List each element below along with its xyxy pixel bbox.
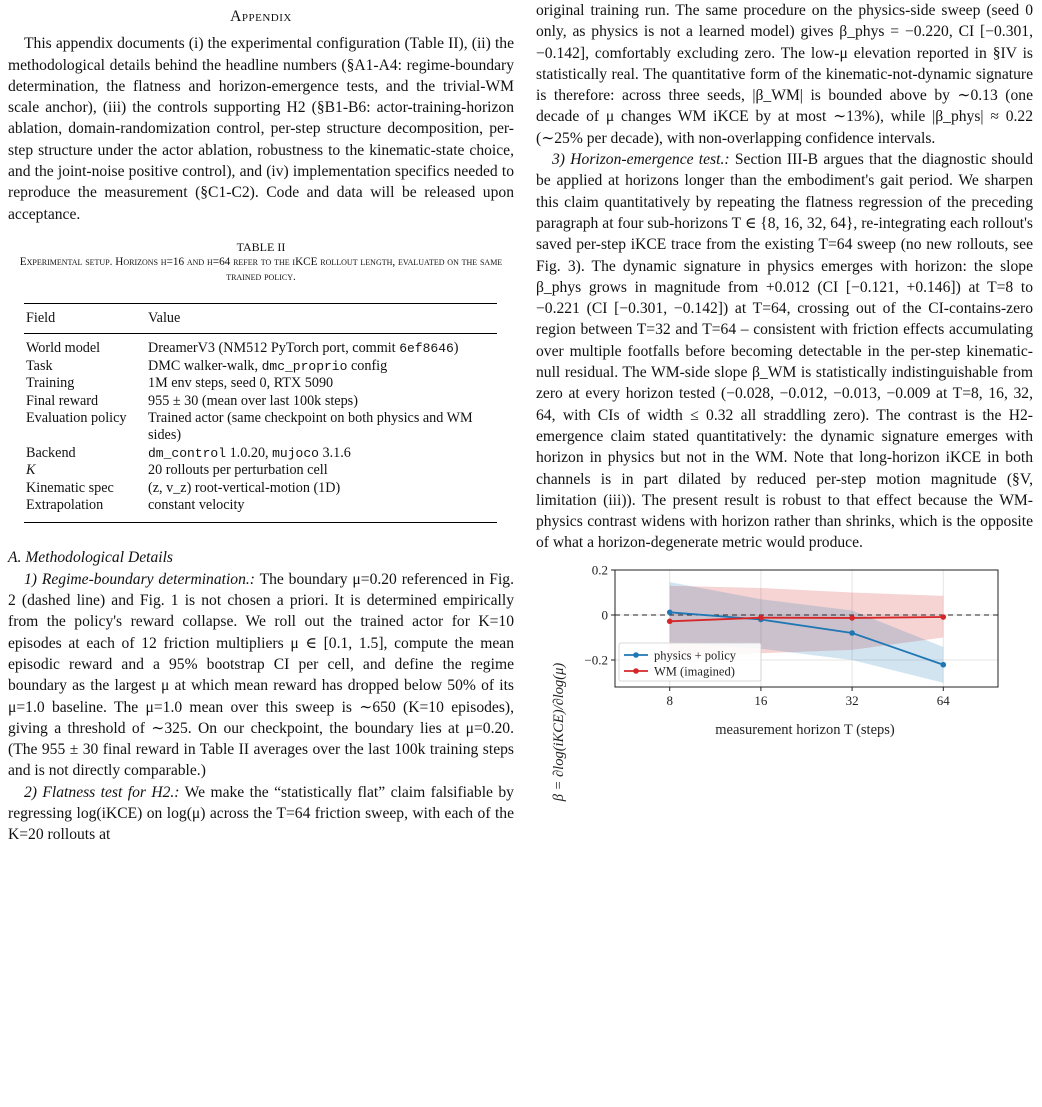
left-column: [8, 0, 514, 846]
table-cell-value: DreamerV3 (NM512 PyTorch port, commit 6ef8646): [148, 340, 459, 357]
table-cell-value: (z, v_z) root-vertical-motion (1D): [148, 479, 341, 496]
table-cell-value: 1M env steps, seed 0, RTX 5090: [148, 375, 334, 392]
chart-svg: [536, 562, 1033, 1102]
table-cell-field: Task: [26, 357, 53, 374]
x-axis-label: measurement horizon T (steps): [715, 722, 895, 738]
appendix-title: Appendix: [230, 8, 292, 25]
paragraph-flatness-continued: original training run. The same procedure on the physics-side sweep (seed 0 only, as physics is not a learned model) gives β_phys = −0.220, CI [−0.301, −0.142], comfortably excluding zero. The low-μ elevation reported in §IV is statistically real. The quantitative form of the kinematic-not-dynamic signature is therefore: across three seeds, |β_WM| is bounded above by ∼0.13 (one decade of μ changes WM iKCE by at most ∼13%), while |β_phys| ≈ 0.22 (∼25% per decade), with non-overlapping confidence intervals.: [536, 2, 1033, 147]
table-row: [24, 375, 497, 392]
y-axis-label: β = ∂log(iKCE)/∂log(μ): [551, 662, 567, 802]
x-tick-label: 16: [754, 693, 768, 708]
table-cell-field: Final reward: [26, 392, 99, 409]
table-cell-field: Kinematic spec: [26, 479, 114, 496]
paragraph-horizon-emergence: 3) Horizon-emergence test.: Section III-B argues that the diagnostic should be applied at horizons longer than the embodiment's gait period. We sharpen this claim quantitatively by repeating the flatness regression of the preceding paragraph at four sub-horizons T ∈ {8, 16, 32, 64}, re-integrating each rollout's saved per-step iKCE trace from the existing T=64 sweep (no new rollouts, see Fig. 3). The dynamic signature in physics emerges with horizon: the slope β_phys grows in magnitude from +0.012 (CI [−0.121, +0.146]) at T=8 to −0.221 (CI [−0.301, −0.142]) at T=64, crossing out of the CI-contains-zero region between T=32 and T=64 – consistent with friction effects accumulating over multiple footfalls before becoming detectable in the per-step kinematic-null residual. The WM-side slope β_WM is statistically indistinguishable from zero at every horizon tested (−0.028, −0.012, −0.013, −0.009 at T=8, 16, 32, 64, with CIs of width ≤ 0.32 all straddling zero). The contrast is the H2-emergence claim stated quantitatively: the dynamic signature emerges with horizon in physics but not in the WM. Note that long-horizon iKCE in both channels is in part dilated by reduced per-step motion magnitude (§V, limitation (iii)). The present result is robust to that effect because the WM-physics contrast widens with horizon rather than shrinks, which is the opposite of what a horizon-degenerate metric would produce.: [536, 151, 1033, 552]
right-column: [536, 0, 1033, 554]
table-row: [24, 358, 497, 375]
data-point: [667, 610, 673, 616]
data-point: [940, 614, 946, 620]
paragraph-flatness-test: 2) Flatness test for H2.: We make the “statistically flat” claim falsifiable by regressing log(iKCE) on log(μ) across the T=64 friction sweep, with each of the K=20 rollouts at: [8, 783, 514, 844]
paragraph-regime-boundary: 1) Regime-boundary determination.: The boundary μ=0.20 referenced in Fig. 2 (dashed line) and Fig. 1 is not chosen a priori. It is determined empirically from the policy's reward collapse. We roll out the trained actor for K=10 episodes at each of 12 friction multipliers μ ∈ [0.1, 1.5], compute the mean episodic reward and a 95% bootstrap CI per cell, and define the regime boundary as the largest μ at which mean reward has dropped below 50% of its μ=1.0 baseline. The μ=1.0 mean over this sweep is ∼650 (K=10 episodes), giving a threshold of ∼325. On our checkpoint, the boundary lies at μ=0.20. (The 955 ± 30 final reward in Table II averages over the last 100k training steps and is not directly comparable.): [8, 570, 515, 780]
table-cell-field: Backend: [26, 444, 76, 461]
table-row: [24, 445, 497, 462]
table-cell-field: World model: [26, 340, 101, 357]
section-a-title: A. Methodological Details: [8, 549, 174, 567]
table-row: [24, 410, 497, 445]
data-point: [849, 615, 855, 621]
y-tick-label: 0: [601, 607, 608, 623]
legend-swatch-marker: [633, 652, 639, 658]
horizon-chart: [536, 562, 1033, 1102]
y-tick-label: −0.2: [584, 652, 608, 668]
table-label: TABLE II: [236, 239, 286, 254]
table-cell-field: Training: [26, 375, 75, 392]
table-cell-field: Extrapolation: [24, 497, 146, 523]
table-cell-field: Evaluation policy: [26, 410, 127, 426]
table-cell-value: 955 ± 30 (mean over last 100k steps): [148, 392, 358, 409]
x-tick-label: 8: [666, 693, 673, 708]
setup-table: [24, 303, 497, 523]
legend-swatch-marker: [633, 668, 639, 674]
x-tick-label: 64: [936, 693, 950, 708]
table-cell-value: 20 rollouts per perturbation cell: [148, 462, 328, 479]
data-point: [758, 615, 764, 621]
table-cell-value: DMC walker-walk, dmc_proprio config: [148, 357, 388, 374]
table-cell-field: K: [26, 462, 36, 479]
table-row: [24, 462, 497, 479]
legend-label: physics + policy: [654, 648, 737, 663]
table-row: [24, 393, 497, 410]
data-point: [849, 630, 855, 636]
table-header-field: Field: [24, 303, 146, 333]
table-row: [24, 480, 497, 497]
table-cell-value: dm_control 1.0.20, mujoco 3.1.6: [148, 444, 351, 461]
legend-label: WM (imagined): [654, 664, 735, 679]
table-header-value: Value: [146, 303, 497, 333]
table-row: [24, 497, 497, 523]
table-row: [24, 334, 497, 358]
table-cell-value: Trained actor (same checkpoint on both physics and WM sides): [148, 410, 473, 444]
table-cell-value: constant velocity: [146, 497, 497, 523]
data-point: [940, 662, 946, 668]
data-point: [667, 619, 673, 625]
x-tick-label: 32: [845, 693, 859, 708]
appendix-intro: This appendix documents (i) the experimental configuration (Table II), (ii) the methodological details behind the headline numbers (§A1-A4: regime-boundary determination, the flatness and horizon-emergence tests, and the trivial-WM scale anchor), (iii) the controls supporting H2 (§B1-B6: actor-training-horizon ablation, domain-randomization control, per-step structure decomposition, per-step structure under the actor ablation, robustness to the kinematic-state choice, and the joint-noise positive control), and (iv) implementation specifics needed to reproduce the measurement (§C1-C2). Code and data will be released upon acceptance.: [8, 35, 514, 223]
table-caption: Experimental setup. Horizons h=16 and h=64 refer to the iKCE rollout length, evaluated on the same trained policy.: [19, 255, 503, 283]
y-tick-label: 0.2: [591, 562, 608, 578]
